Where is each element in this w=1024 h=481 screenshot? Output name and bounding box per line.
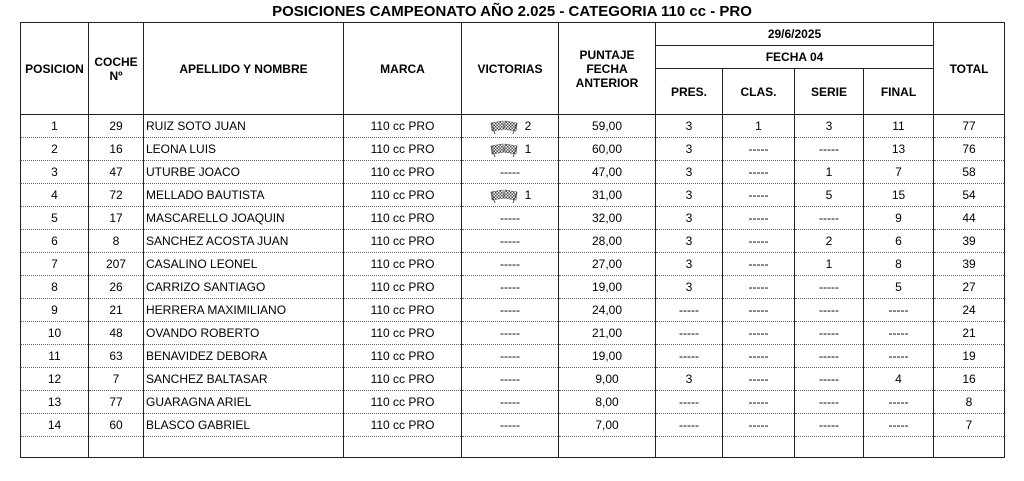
table-row <box>21 322 1005 345</box>
cell-serie: ----- <box>795 138 864 161</box>
cell-coche: 72 <box>89 184 144 207</box>
cell-pres: ----- <box>656 414 723 437</box>
cell-anterior: 7,00 <box>559 414 656 437</box>
cell-serie: 3 <box>795 115 864 138</box>
standings-table <box>20 22 1005 458</box>
cell-coche: 63 <box>89 345 144 368</box>
cell-coche: 26 <box>89 276 144 299</box>
header-victorias: VICTORIAS <box>462 23 559 115</box>
cell-clas: ----- <box>723 345 795 368</box>
cell-anterior: 28,00 <box>559 230 656 253</box>
cell-pos: 6 <box>21 230 89 253</box>
cell-anterior: 19,00 <box>559 276 656 299</box>
cell-victorias: ----- <box>462 368 559 391</box>
cell-victorias: ----- <box>462 391 559 414</box>
cell-clas: ----- <box>723 414 795 437</box>
cell-pos: 3 <box>21 161 89 184</box>
cell-total: 77 <box>934 115 1005 138</box>
cell-anterior: 27,00 <box>559 253 656 276</box>
cell-total: 8 <box>934 391 1005 414</box>
cell-clas <box>723 437 795 458</box>
header-date: 29/6/2025 <box>656 23 934 46</box>
cell-marca: 110 cc PRO <box>344 253 462 276</box>
cell-pres: ----- <box>656 345 723 368</box>
cell-victorias: ----- <box>462 253 559 276</box>
cell-nombre: MASCARELLO JOAQUIN <box>144 207 344 230</box>
table-row <box>21 276 1005 299</box>
cell-coche: 77 <box>89 391 144 414</box>
cell-nombre: OVANDO ROBERTO <box>144 322 344 345</box>
cell-nombre: BLASCO GABRIEL <box>144 414 344 437</box>
cell-nombre: RUIZ SOTO JUAN <box>144 115 344 138</box>
cell-anterior <box>559 437 656 458</box>
cell-serie: ----- <box>795 322 864 345</box>
cell-pres: 3 <box>656 138 723 161</box>
cell-anterior: 60,00 <box>559 138 656 161</box>
cell-marca: 110 cc PRO <box>344 207 462 230</box>
cell-clas: ----- <box>723 184 795 207</box>
cell-pos: 7 <box>21 253 89 276</box>
cell-coche: 48 <box>89 322 144 345</box>
cell-clas: ----- <box>723 322 795 345</box>
cell-coche: 7 <box>89 368 144 391</box>
table-row <box>21 161 1005 184</box>
table-row <box>21 368 1005 391</box>
cell-anterior: 59,00 <box>559 115 656 138</box>
header-coche: COCHE Nº <box>89 23 144 115</box>
cell-coche: 16 <box>89 138 144 161</box>
cell-victorias: ----- <box>462 322 559 345</box>
cell-clas: ----- <box>723 299 795 322</box>
table-row <box>21 299 1005 322</box>
cell-victorias: ----- <box>462 414 559 437</box>
cell-pres: 3 <box>656 207 723 230</box>
cell-pos: 14 <box>21 414 89 437</box>
cell-anterior: 32,00 <box>559 207 656 230</box>
cell-pos: 12 <box>21 368 89 391</box>
cell-marca: 110 cc PRO <box>344 368 462 391</box>
cell-marca: 110 cc PRO <box>344 138 462 161</box>
cell-anterior: 47,00 <box>559 161 656 184</box>
cell-anterior: 31,00 <box>559 184 656 207</box>
cell-total: 16 <box>934 368 1005 391</box>
cell-pos: 2 <box>21 138 89 161</box>
cell-pos: 9 <box>21 299 89 322</box>
victorias-count: 1 <box>524 142 532 156</box>
victorias-count: 1 <box>524 188 532 202</box>
cell-pos: 10 <box>21 322 89 345</box>
cell-nombre: LEONA LUIS <box>144 138 344 161</box>
cell-serie: 1 <box>795 161 864 184</box>
cell-marca: 110 cc PRO <box>344 276 462 299</box>
cell-pres: ----- <box>656 322 723 345</box>
cell-pos: 13 <box>21 391 89 414</box>
header-nombre: APELLIDO Y NOMBRE <box>144 23 344 115</box>
table-row <box>21 437 1005 458</box>
cell-nombre: BENAVIDEZ DEBORA <box>144 345 344 368</box>
cell-nombre: CARRIZO SANTIAGO <box>144 276 344 299</box>
cell-marca: 110 cc PRO <box>344 345 462 368</box>
checkered-flags-icon <box>489 189 519 203</box>
cell-victorias <box>462 437 559 458</box>
cell-victorias: ----- <box>462 230 559 253</box>
cell-nombre: UTURBE JOACO <box>144 161 344 184</box>
cell-marca: 110 cc PRO <box>344 161 462 184</box>
cell-serie: ----- <box>795 299 864 322</box>
cell-pres: ----- <box>656 299 723 322</box>
cell-marca: 110 cc PRO <box>344 322 462 345</box>
cell-clas: ----- <box>723 207 795 230</box>
cell-final: ----- <box>864 414 934 437</box>
cell-anterior: 19,00 <box>559 345 656 368</box>
cell-coche <box>89 437 144 458</box>
page-title: POSICIONES CAMPEONATO AÑO 2.025 - CATEGORIA 110 cc - PRO <box>272 3 752 20</box>
cell-total: 58 <box>934 161 1005 184</box>
cell-total: 39 <box>934 230 1005 253</box>
header-pres: PRES. <box>656 69 723 115</box>
cell-total: 54 <box>934 184 1005 207</box>
cell-final: 5 <box>864 276 934 299</box>
cell-final: 7 <box>864 161 934 184</box>
cell-final: 8 <box>864 253 934 276</box>
cell-victorias: ----- <box>462 161 559 184</box>
cell-final: 13 <box>864 138 934 161</box>
cell-final: 9 <box>864 207 934 230</box>
cell-pres: 3 <box>656 230 723 253</box>
cell-serie: ----- <box>795 414 864 437</box>
cell-final: 6 <box>864 230 934 253</box>
header-marca: MARCA <box>344 23 462 115</box>
checkered-flags-icon <box>489 120 519 134</box>
cell-pres: 3 <box>656 276 723 299</box>
cell-pos <box>21 437 89 458</box>
cell-serie: ----- <box>795 345 864 368</box>
cell-serie: 2 <box>795 230 864 253</box>
cell-marca: 110 cc PRO <box>344 391 462 414</box>
table-row <box>21 207 1005 230</box>
cell-marca: 110 cc PRO <box>344 230 462 253</box>
cell-clas: ----- <box>723 138 795 161</box>
cell-nombre: SANCHEZ BALTASAR <box>144 368 344 391</box>
cell-final: 4 <box>864 368 934 391</box>
cell-anterior: 24,00 <box>559 299 656 322</box>
cell-coche: 47 <box>89 161 144 184</box>
cell-anterior: 21,00 <box>559 322 656 345</box>
cell-victorias <box>462 138 559 161</box>
cell-serie: ----- <box>795 368 864 391</box>
table-row <box>21 138 1005 161</box>
cell-pos: 11 <box>21 345 89 368</box>
cell-total: 24 <box>934 299 1005 322</box>
cell-total: 7 <box>934 414 1005 437</box>
cell-final: ----- <box>864 322 934 345</box>
cell-anterior: 8,00 <box>559 391 656 414</box>
header-final: FINAL <box>864 69 934 115</box>
cell-pres: 3 <box>656 115 723 138</box>
table-row <box>21 391 1005 414</box>
header-fecha: FECHA 04 <box>656 46 934 69</box>
cell-marca: 110 cc PRO <box>344 115 462 138</box>
cell-pres <box>656 437 723 458</box>
cell-victorias: ----- <box>462 276 559 299</box>
header-total: TOTAL <box>934 23 1005 115</box>
header-puntaje-anterior: PUNTAJE FECHA ANTERIOR <box>559 23 656 115</box>
cell-nombre: CASALINO LEONEL <box>144 253 344 276</box>
cell-anterior: 9,00 <box>559 368 656 391</box>
cell-marca: 110 cc PRO <box>344 299 462 322</box>
table-row <box>21 414 1005 437</box>
cell-serie: 1 <box>795 253 864 276</box>
cell-nombre <box>144 437 344 458</box>
cell-pos: 4 <box>21 184 89 207</box>
checkered-flags-icon <box>489 143 519 157</box>
cell-pres: 3 <box>656 368 723 391</box>
table-row <box>21 230 1005 253</box>
cell-nombre: MELLADO BAUTISTA <box>144 184 344 207</box>
cell-victorias: ----- <box>462 299 559 322</box>
cell-marca <box>344 437 462 458</box>
cell-clas: ----- <box>723 391 795 414</box>
cell-serie <box>795 437 864 458</box>
cell-clas: ----- <box>723 161 795 184</box>
cell-clas: ----- <box>723 230 795 253</box>
cell-victorias: ----- <box>462 207 559 230</box>
cell-total: 39 <box>934 253 1005 276</box>
standings-rows <box>21 115 1005 458</box>
table-row <box>21 184 1005 207</box>
cell-pos: 8 <box>21 276 89 299</box>
header-posicion: POSICION <box>21 23 89 115</box>
cell-clas: ----- <box>723 253 795 276</box>
cell-serie: 5 <box>795 184 864 207</box>
table-row <box>21 345 1005 368</box>
cell-victorias <box>462 115 559 138</box>
cell-pres: 3 <box>656 253 723 276</box>
cell-coche: 60 <box>89 414 144 437</box>
header-clas: CLAS. <box>723 69 795 115</box>
cell-marca: 110 cc PRO <box>344 184 462 207</box>
cell-total: 44 <box>934 207 1005 230</box>
cell-pres: 3 <box>656 184 723 207</box>
cell-final: ----- <box>864 391 934 414</box>
cell-nombre: GUARAGNA ARIEL <box>144 391 344 414</box>
cell-victorias <box>462 184 559 207</box>
cell-total <box>934 437 1005 458</box>
cell-serie: ----- <box>795 276 864 299</box>
cell-nombre: SANCHEZ ACOSTA JUAN <box>144 230 344 253</box>
table-row <box>21 115 1005 138</box>
cell-clas: ----- <box>723 368 795 391</box>
cell-nombre: HERRERA MAXIMILIANO <box>144 299 344 322</box>
cell-coche: 8 <box>89 230 144 253</box>
victorias-count: 2 <box>524 119 532 133</box>
cell-coche: 207 <box>89 253 144 276</box>
cell-pos: 5 <box>21 207 89 230</box>
cell-final: 11 <box>864 115 934 138</box>
cell-total: 21 <box>934 322 1005 345</box>
cell-clas: 1 <box>723 115 795 138</box>
cell-final: ----- <box>864 299 934 322</box>
table-row <box>21 253 1005 276</box>
cell-pres: 3 <box>656 161 723 184</box>
cell-final: ----- <box>864 345 934 368</box>
cell-marca: 110 cc PRO <box>344 414 462 437</box>
cell-serie: ----- <box>795 391 864 414</box>
cell-total: 76 <box>934 138 1005 161</box>
cell-pres: ----- <box>656 391 723 414</box>
cell-final <box>864 437 934 458</box>
cell-coche: 29 <box>89 115 144 138</box>
cell-clas: ----- <box>723 276 795 299</box>
cell-coche: 21 <box>89 299 144 322</box>
cell-final: 15 <box>864 184 934 207</box>
cell-pos: 1 <box>21 115 89 138</box>
cell-total: 27 <box>934 276 1005 299</box>
header-serie: SERIE <box>795 69 864 115</box>
cell-victorias: ----- <box>462 345 559 368</box>
cell-serie: ----- <box>795 207 864 230</box>
cell-total: 19 <box>934 345 1005 368</box>
cell-coche: 17 <box>89 207 144 230</box>
